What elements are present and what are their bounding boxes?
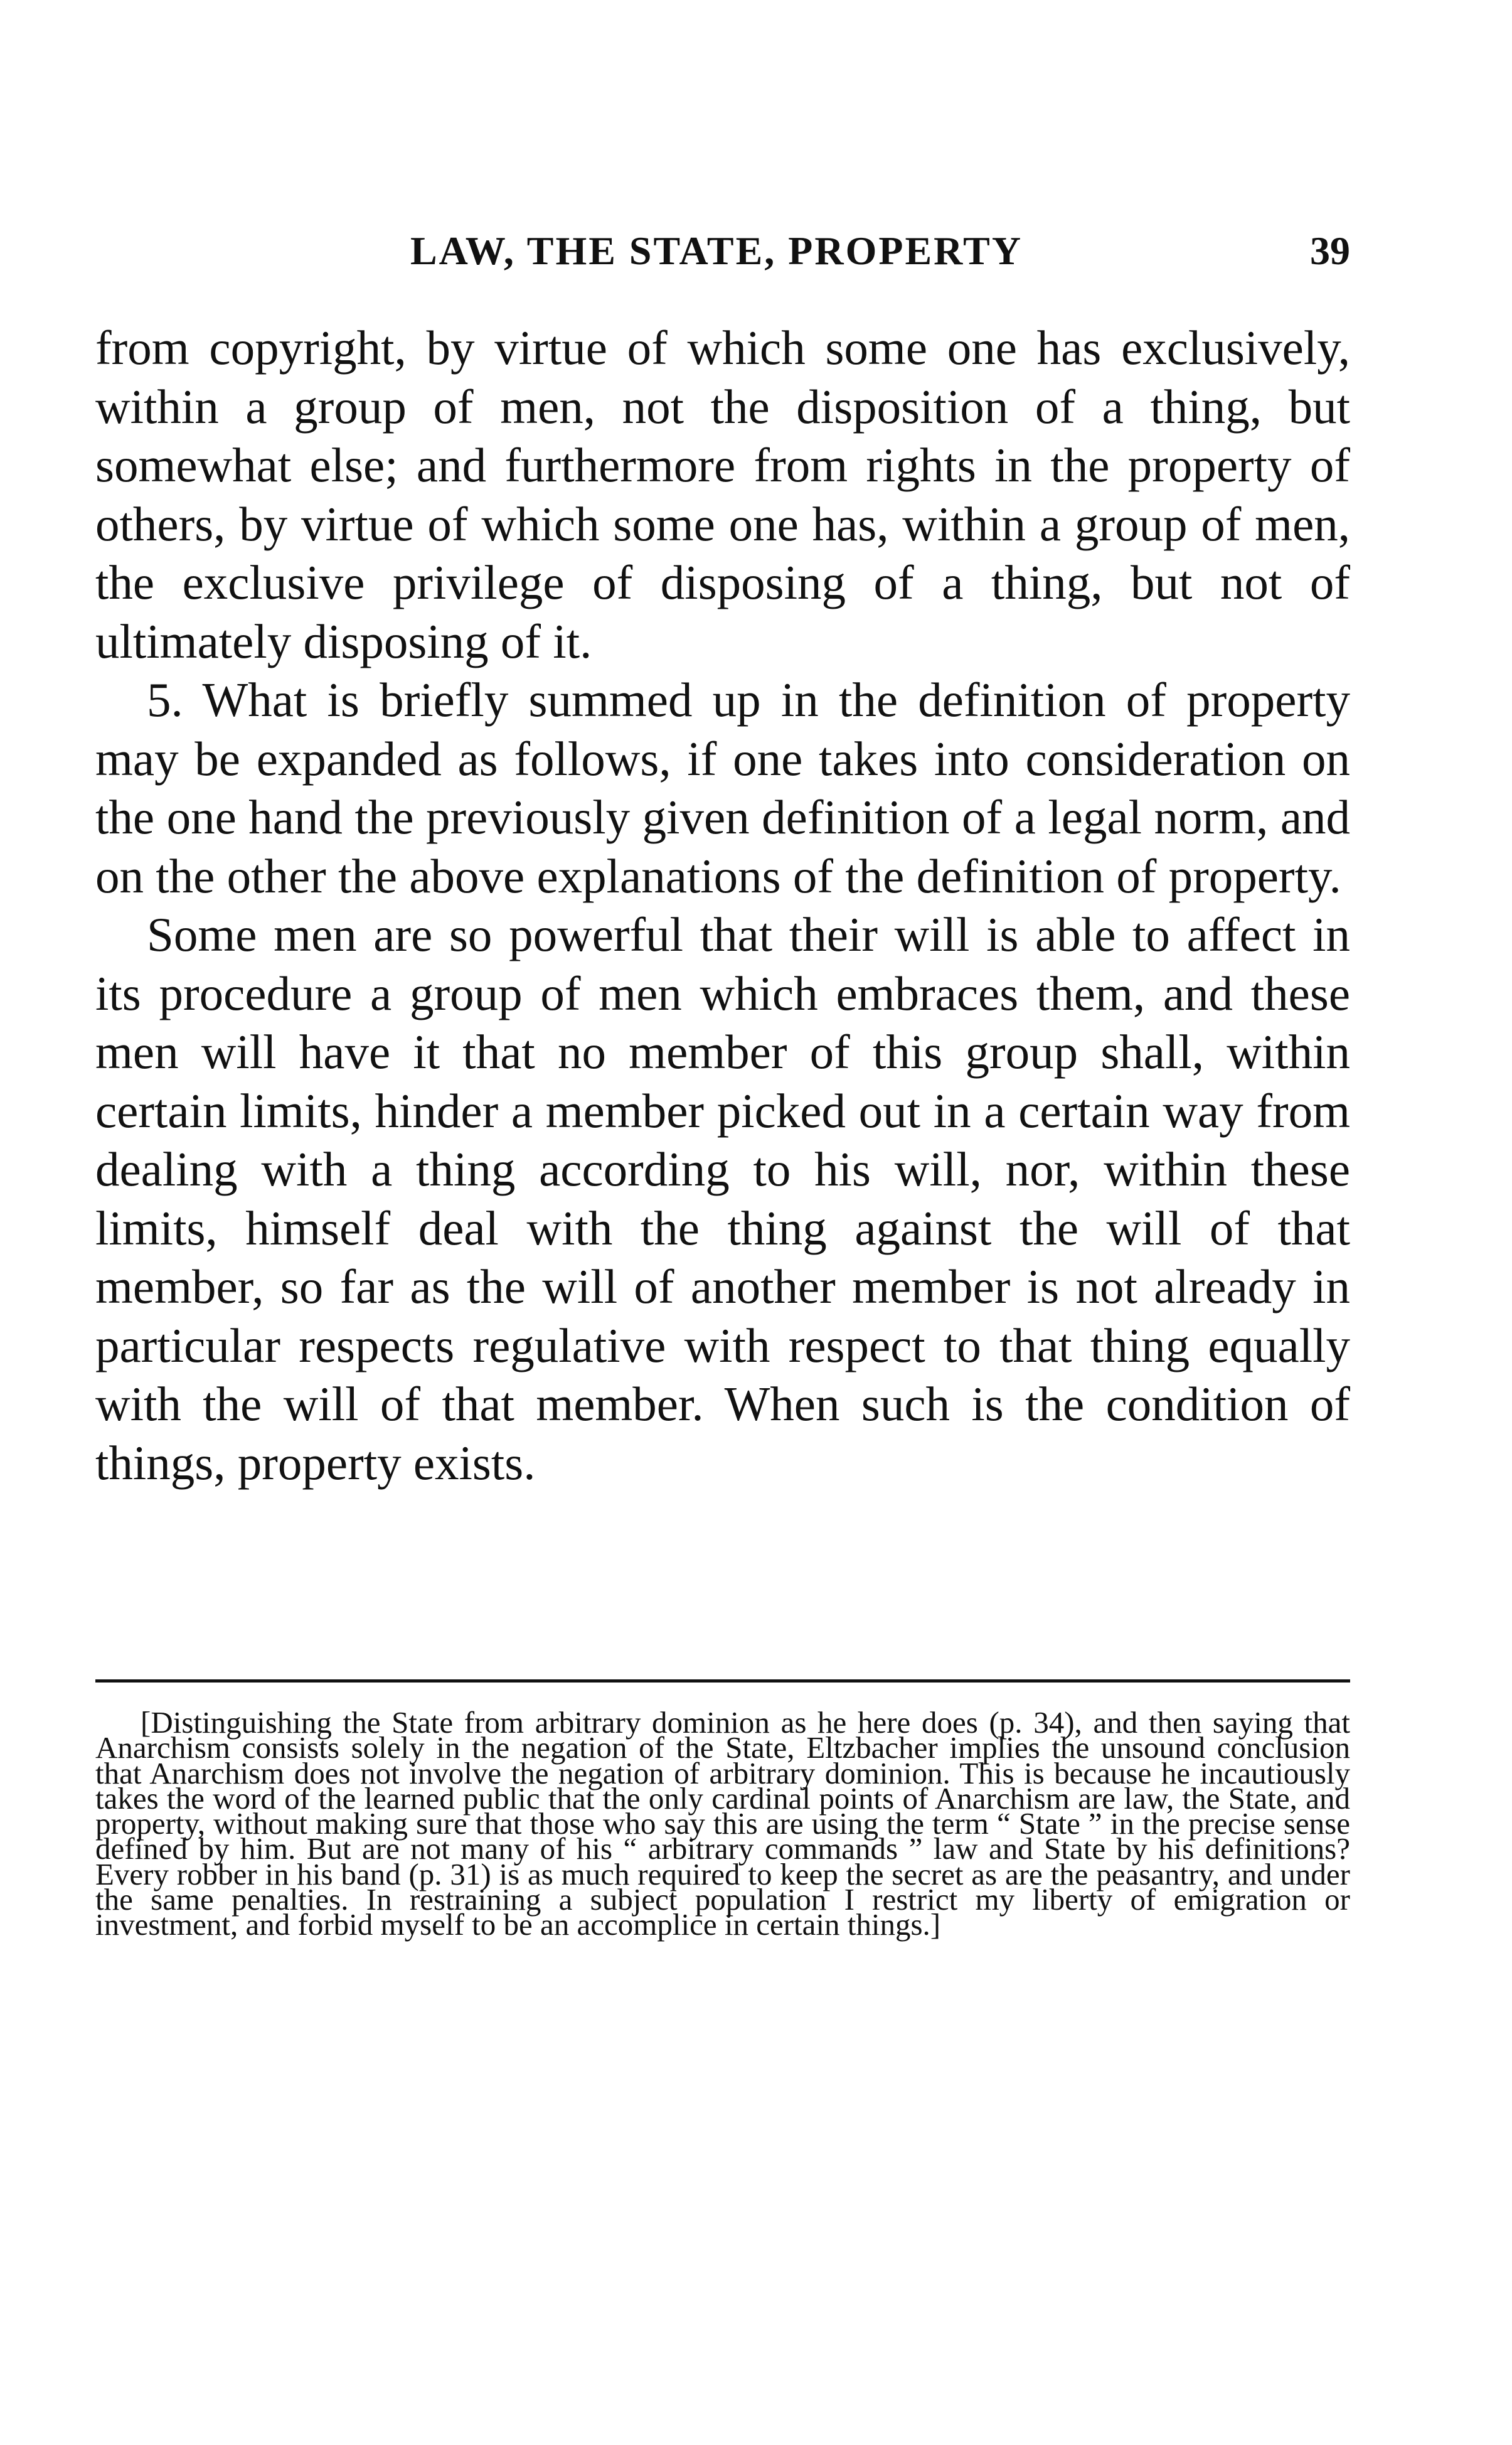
running-title: LAW, THE STATE, PROPERTY (410, 228, 1023, 273)
page-number: 39 (1310, 228, 1350, 273)
footnote-rule (95, 1679, 1350, 1683)
paragraph-property-definition: Some men are so powerful that their will is able to affect in its procedure a group of men which embraces them, and these men will have it that no member of this group shall, within certain limits, hinder a member picked out in a certain way from dealing with a thing according to his will, nor, within these limits, himself deal with the thing against the will of that member, so far as the will of another member is not already in particular respects regulative with respect to that thing equally with the will of that member. When such is the condition of things, property exists. (95, 907, 1350, 1490)
running-head (95, 220, 1350, 282)
paragraph-continuation: from copyright, by virtue of which some one has exclusively, within a group of men, not the disposition of a thing, but somewhat else; and furthermore from rights in the property of others, by virtue of which some one has, within a group of men, the exclusive privilege of disposing of a thing, but not of ultimately disposing of it. (95, 321, 1350, 668)
body-text (95, 319, 1350, 1492)
footnote (95, 1705, 1350, 1942)
paragraph-section-5: 5. What is briefly summed up in the definition of property may be expanded as follows, if one takes into consideration on the one hand the previously given definition of a legal norm, and on the other the above explanations of the definition of property. (95, 673, 1350, 903)
footnote-text: [Distinguishing the State from arbitrary dominion as he here does (p. 34), and then saying that Anarchism consists solely in the negation of the State, Eltzbacher implies the unsound conclusion that Anarchism does not involve the negation of arbitrary dominion. This is because he incautiously takes the word of the learned public that the only cardinal points of Anarchism are law, the State, and property, without making sure that those who say this are using the term “ State ” in the precise sense defined by him. But are not many of his “ arbitrary commands ” law and State by his definitions? Every robber in his band (p. 31) is as much required to keep the secret as are the peasantry, and under the same penalties. In restraining a subject population I restrict my liberty of emigration or investment, and forbid myself to be an accomplice in certain things.] (95, 1705, 1350, 1942)
